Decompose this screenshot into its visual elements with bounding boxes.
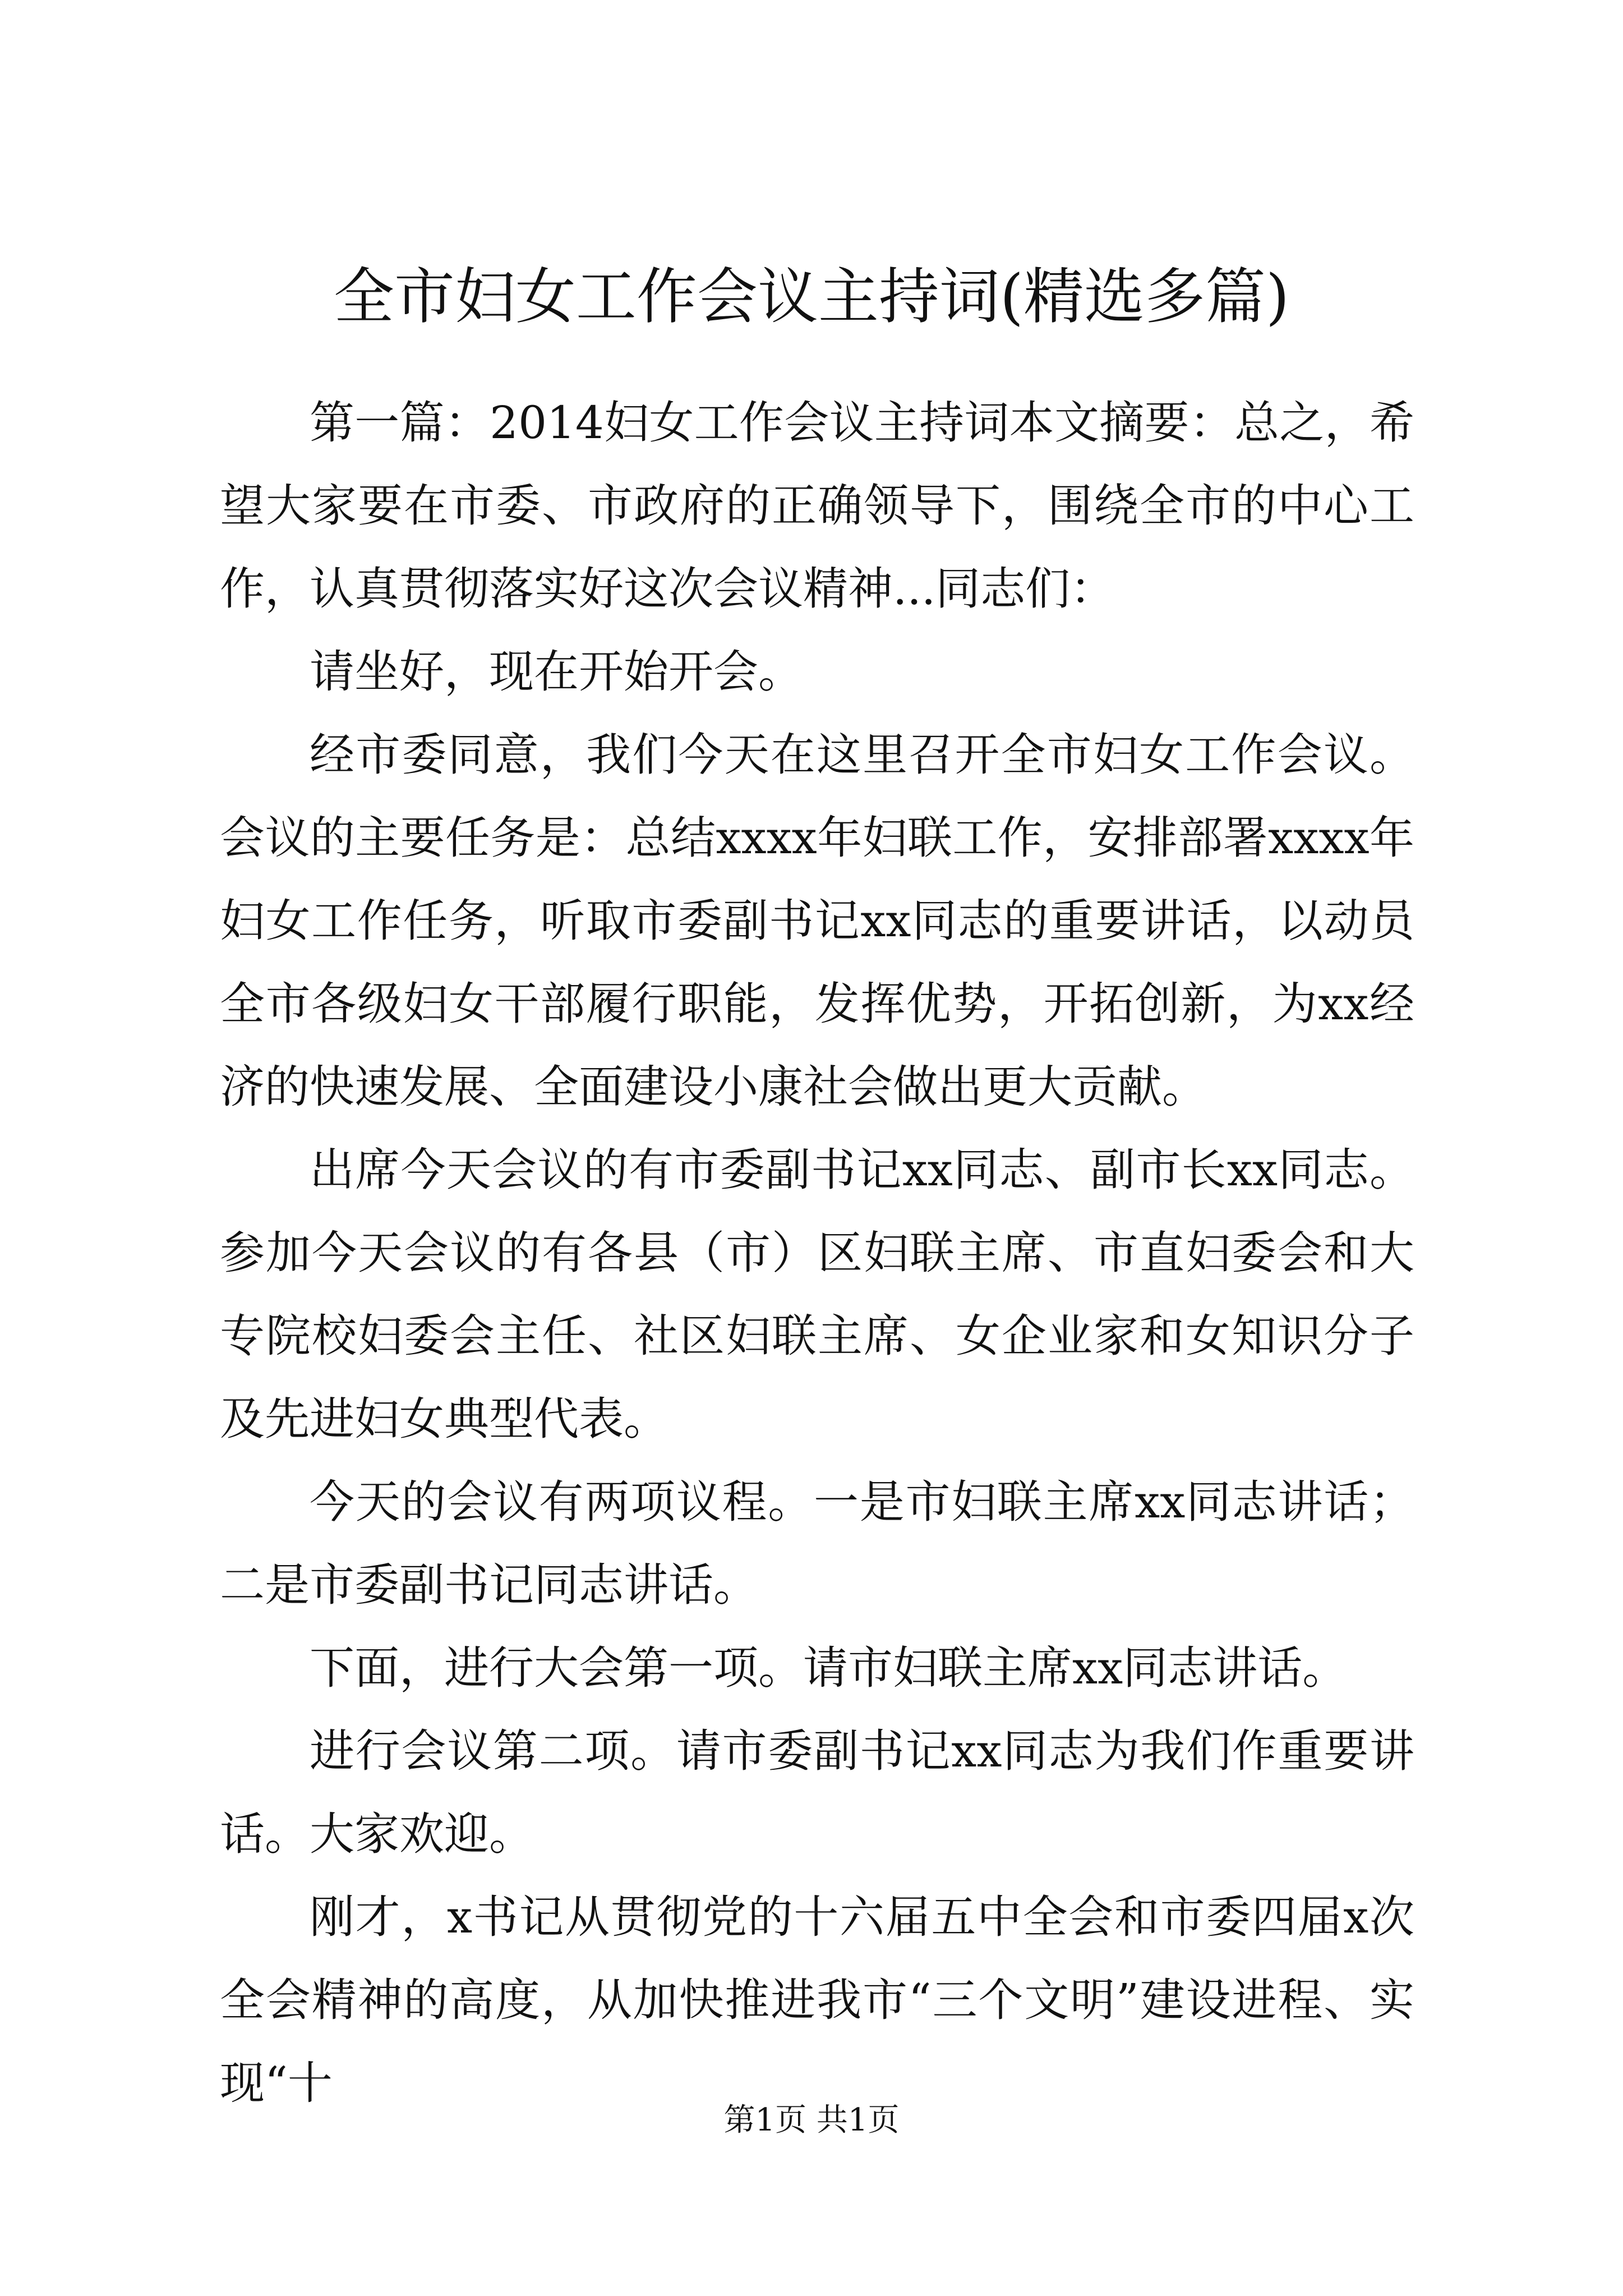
page-footer: 第1页 共1页 xyxy=(723,2102,900,2138)
document-title: 全市妇女工作会议主持词(精选多篇) xyxy=(333,262,1290,332)
paragraph: 刚才，x书记从贯彻党的十六届五中全会和市委四届x次全会精神的高度，从加快推进我市“三个文明”建设进程、实现“十 xyxy=(220,1891,1414,2109)
paragraph: 出席今天会议的有市委副书记xx同志、副市长xx同志。参加今天会议的有各县（市）区妇联主席、市直妇委会和大专院校妇委会主任、社区妇联主席、女企业家和女知识分子及先进妇女典型代表。 xyxy=(220,1144,1414,1445)
paragraph: 进行会议第二项。请市委副书记xx同志为我们作重要讲话。大家欢迎。 xyxy=(220,1725,1414,1860)
paragraph: 经市委同意，我们今天在这里召开全市妇女工作会议。会议的主要任务是：总结xxxx年妇联工作，安排部署xxxx年妇女工作任务，听取市委副书记xx同志的重要讲话，以动员全市各级妇女干部履行职能，发挥优势，开拓创新，为xx经济的快速发展、全面建设小康社会做出更大贡献。 xyxy=(220,729,1414,1113)
paragraph: 下面，进行大会第一项。请市妇联主席xx同志讲话。 xyxy=(310,1642,1348,1694)
paragraph: 第一篇：2014妇女工作会议主持词本文摘要：总之，希望大家要在市委、市政府的正确领导下，围绕全市的中心工作，认真贯彻落实好这次会议精神...同志们： xyxy=(220,397,1414,615)
document-body xyxy=(220,381,1414,2125)
paragraph: 请坐好，现在开始开会。 xyxy=(310,646,803,698)
paragraph: 今天的会议有两项议程。一是市妇联主席xx同志讲话；二是市委副书记同志讲话。 xyxy=(220,1476,1414,1611)
